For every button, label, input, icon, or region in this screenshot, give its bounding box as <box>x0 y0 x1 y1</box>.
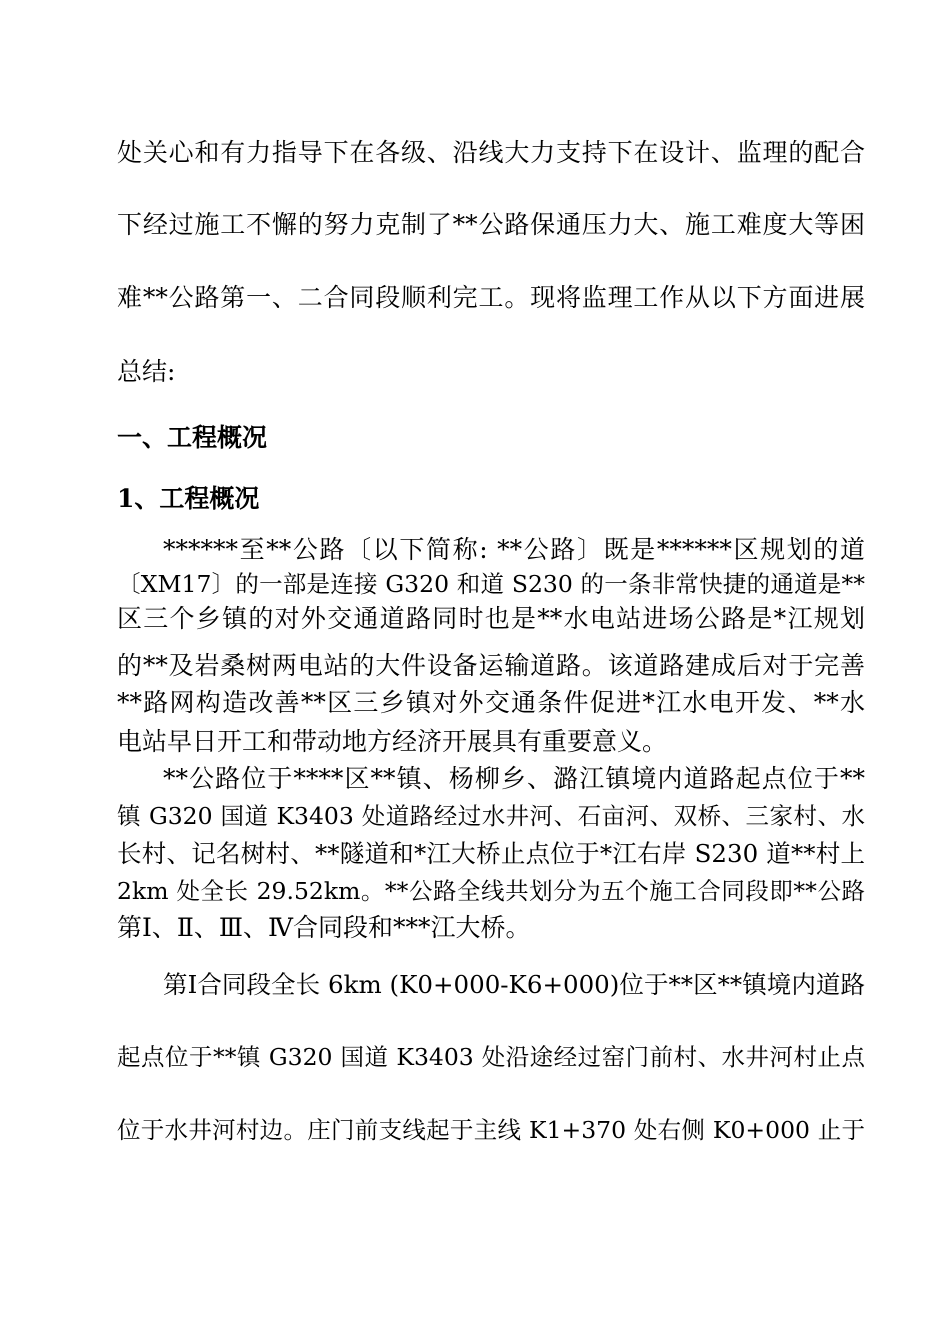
section-heading: 一、工程概况 <box>117 423 268 452</box>
text-line: **路网构造改善**区三乡镇对外交通条件促进*江水电开发、**水 <box>117 688 865 717</box>
text-line: 2km 处全长 29.52km。**公路全线共划分为五个施工合同段即**公路 <box>117 877 865 905</box>
text-line: ******至**公路〔以下简称: **公路〕既是******区规划的道 <box>163 535 865 564</box>
text-line: 第Ⅰ合同段全长 6km (K0+000-K6+000)位于**区**镇境内道路 <box>163 970 865 999</box>
text-line: 总结: <box>117 357 176 386</box>
text-line: 长村、记名树村、**隧道和*江大桥止点位于*江右岸 S230 道**村上 <box>117 839 865 868</box>
text-line: 区三个乡镇的对外交通道路同时也是**水电站进场公路是*江规划 <box>117 604 865 633</box>
text-line: 位于水井河村边。庄门前支线起于主线 K1+370 处右侧 K0+000 止于 <box>117 1116 865 1144</box>
text-line: 处关心和有力指导下在各级、沿线大力支持下在设计、监理的配合 <box>117 138 865 167</box>
text-line: 起点位于**镇 G320 国道 K3403 处沿途经过窑门前村、水井河村止点 <box>117 1043 865 1071</box>
text-line: 第Ⅰ、Ⅱ、Ⅲ、Ⅳ合同段和***江大桥。 <box>117 913 531 942</box>
text-line: **公路位于****区**镇、杨柳乡、潞江镇境内道路起点位于** <box>163 764 865 793</box>
text-line: 镇 G320 国道 K3403 处道路经过水井河、石亩河、双桥、三家村、水 <box>117 802 865 830</box>
text-line: 下经过施工不懈的努力克制了**公路保通压力大、施工难度大等困 <box>117 210 865 239</box>
subsection-heading: 1、工程概况 <box>117 484 260 513</box>
text-line: 电站早日开工和带动地方经济开展具有重要意义。 <box>117 727 668 756</box>
text-line: 〔XM17〕的一部是连接 G320 和道 S230 的一条非常快捷的通道是** <box>117 570 865 598</box>
text-line: 难**公路第一、二合同段顺利完工。现将监理工作从以下方面进展 <box>117 283 865 312</box>
text-line: 的**及岩桑树两电站的大件设备运输道路。该道路建成后对于完善 <box>117 651 865 680</box>
